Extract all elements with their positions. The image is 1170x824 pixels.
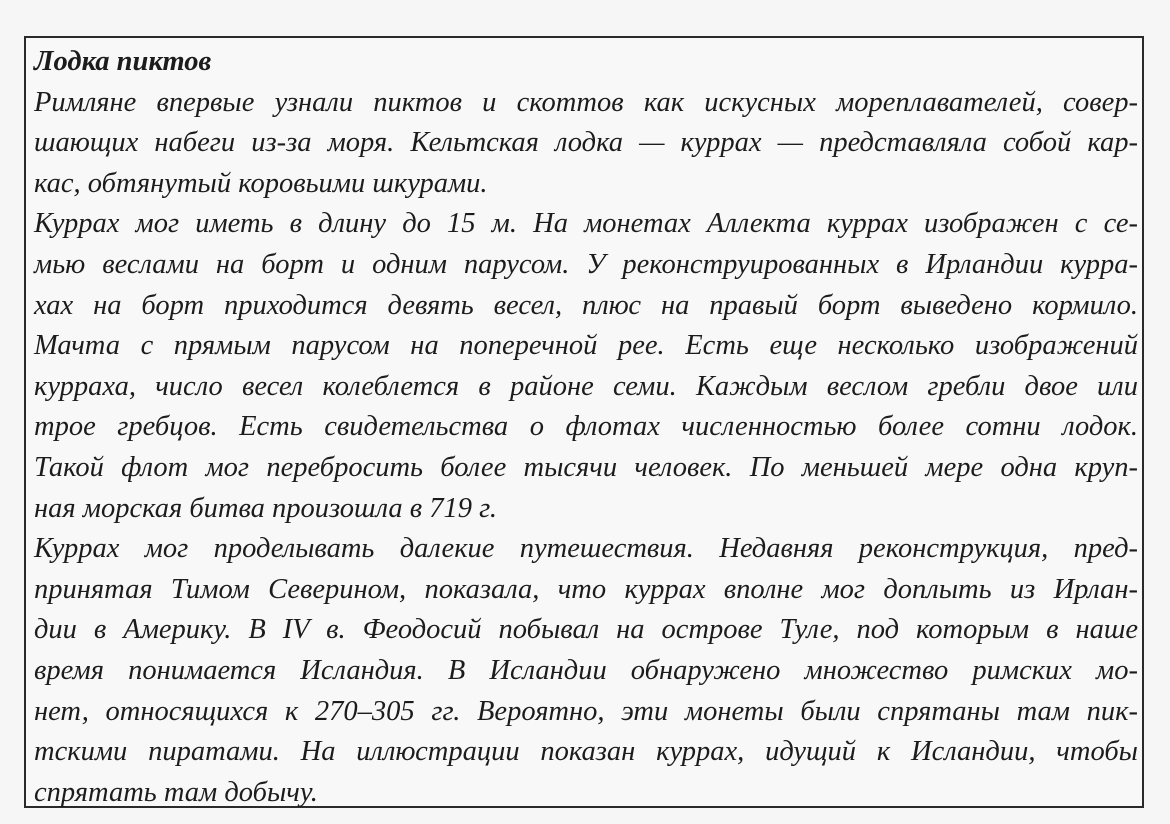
text-line: хах на борт приходится девять весел, плюс на правый борт выведено кормило. bbox=[34, 289, 1138, 321]
text-content bbox=[34, 42, 1138, 813]
text-line: курраха, число весел колеблется в районе семи. Каждым веслом гребли двое или bbox=[34, 370, 1138, 402]
text-line: нет, относящихся к 270–305 гг. Вероятно, эти монеты были спрятаны там пик- bbox=[34, 695, 1138, 727]
text-line: Куррах мог иметь в длину до 15 м. На монетах Аллекта куррах изображен с се- bbox=[34, 208, 1138, 240]
text-line: принятая Тимом Северином, показала, что куррах вполне мог доплыть из Ирлан- bbox=[34, 573, 1138, 605]
box-title: Лодка пиктов bbox=[34, 46, 212, 77]
text-line: спрятать там добычу. bbox=[34, 776, 318, 808]
text-line: трое гребцов. Есть свидетельства о флотах численностью более сотни лодок. bbox=[34, 411, 1138, 443]
text-line: дии в Америку. В IV в. Феодосий побывал на острове Туле, под которым в наше bbox=[34, 614, 1138, 646]
paragraph bbox=[34, 529, 1138, 813]
text-line: кас, обтянутый коровьими шкурами. bbox=[34, 167, 488, 199]
text-line: Римляне впервые узнали пиктов и скоттов как искусных мореплавателей, совер- bbox=[34, 86, 1138, 118]
text-line: тскими пиратами. На иллюстрации показан куррах, идущий к Исландии, чтобы bbox=[34, 736, 1138, 768]
text-line: Такой флот мог перебросить более тысячи человек. По меньшей мере одна круп- bbox=[34, 451, 1138, 483]
text-box bbox=[24, 36, 1144, 808]
paragraph bbox=[34, 204, 1138, 529]
text-line: время понимается Исландия. В Исландии обнаружено множество римских мо- bbox=[34, 654, 1138, 686]
text-line: ная морская битва произошла в 719 г. bbox=[34, 492, 497, 524]
text-line: Мачта с прямым парусом на поперечной рее. Есть еще несколько изображений bbox=[34, 330, 1138, 362]
text-line: Куррах мог проделывать далекие путешествия. Недавняя реконструкция, пред- bbox=[34, 533, 1138, 565]
text-line: мью веслами на борт и одним парусом. У реконструированных в Ирландии курра- bbox=[34, 248, 1138, 280]
text-line: шающих набеги из-за моря. Кельтская лодка — куррах — представляла собой кар- bbox=[34, 127, 1138, 159]
paragraph bbox=[34, 83, 1138, 205]
